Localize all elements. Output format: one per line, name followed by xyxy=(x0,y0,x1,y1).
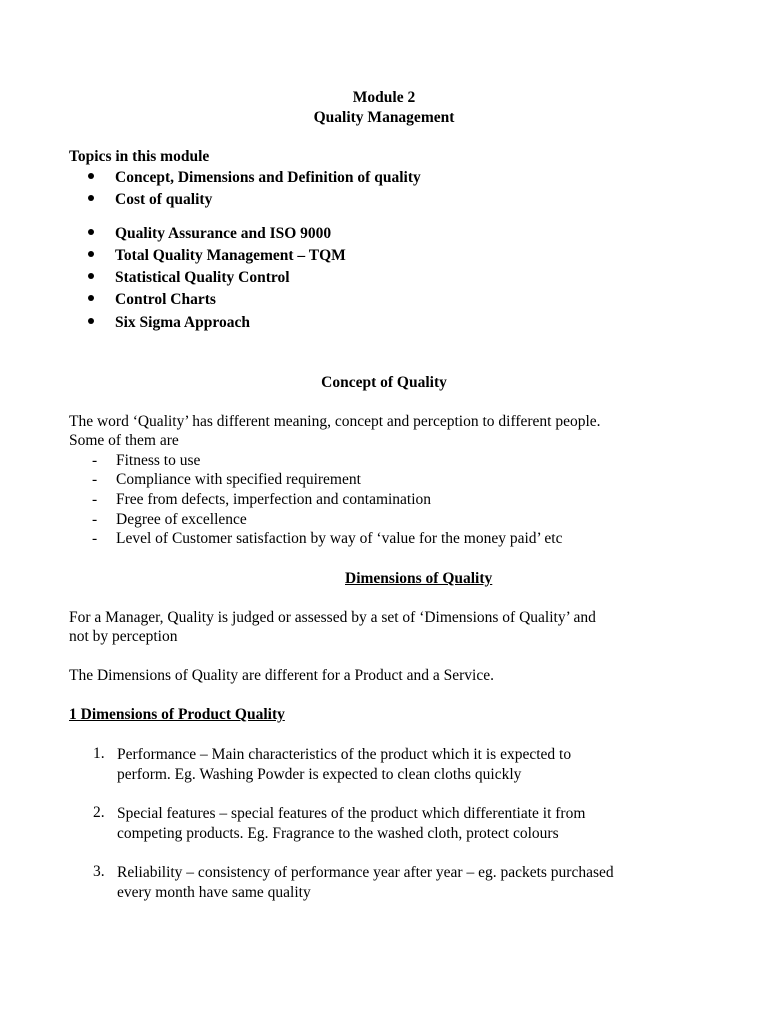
concept-list-item xyxy=(92,530,562,548)
concept-heading: Concept of Quality xyxy=(321,374,447,391)
topic-item xyxy=(88,314,250,332)
item-text-line-1: Special features – special features of the product which differentiate it from xyxy=(117,805,586,822)
concept-list-item-label: Level of Customer satisfaction by way of ‘value for the money paid’ etc xyxy=(116,530,563,547)
item-number: 1. xyxy=(93,745,105,762)
topic-item-label: Total Quality Management – TQM xyxy=(115,247,346,264)
item-text xyxy=(117,745,571,785)
topic-item xyxy=(88,191,212,209)
concept-intro-line-2: Some of them are xyxy=(69,432,179,449)
item-text xyxy=(117,804,585,844)
dash-marker: - xyxy=(92,471,98,488)
bullet-icon xyxy=(88,251,94,257)
topic-item xyxy=(88,247,346,265)
module-subject-title: Quality Management xyxy=(313,109,455,126)
dash-marker: - xyxy=(92,491,98,508)
concept-intro-line-1: The word ‘Quality’ has different meaning, concept and perception to different people. xyxy=(69,413,601,430)
bullet-icon xyxy=(88,273,94,279)
concept-list-item-label: Degree of excellence xyxy=(116,511,247,528)
topic-item-label: Quality Assurance and ISO 9000 xyxy=(115,225,332,242)
topic-item-label: Control Charts xyxy=(115,291,216,308)
item-text-line-2: competing products. Eg. Fragrance to the washed cloth, protect colours xyxy=(117,825,559,842)
dash-marker: - xyxy=(92,530,98,547)
topic-item xyxy=(88,225,331,243)
bullet-icon xyxy=(88,318,94,324)
topic-item-label: Cost of quality xyxy=(115,191,213,208)
topic-item xyxy=(88,269,290,287)
concept-list-item-label: Fitness to use xyxy=(116,452,201,469)
dash-marker: - xyxy=(92,511,98,528)
item-text-line-1: Reliability – consistency of performance year after year – eg. packets purchased xyxy=(117,864,614,881)
module-number-title: Module 2 xyxy=(352,89,416,106)
topic-item xyxy=(88,291,216,309)
topic-item xyxy=(88,169,421,187)
concept-list-item xyxy=(92,471,361,489)
dash-marker: - xyxy=(92,452,98,469)
concept-list-item xyxy=(92,452,200,470)
item-text-line-2: every month have same quality xyxy=(117,884,311,901)
topic-item-label: Concept, Dimensions and Definition of quality xyxy=(115,169,421,186)
concept-list-item xyxy=(92,491,431,509)
concept-list-item-label: Compliance with specified requirement xyxy=(116,471,361,488)
product-quality-heading: 1 Dimensions of Product Quality xyxy=(69,706,285,723)
item-text-line-2: perform. Eg. Washing Powder is expected to clean cloths quickly xyxy=(117,766,522,783)
item-text xyxy=(117,863,614,903)
item-number: 2. xyxy=(93,804,105,821)
topic-item-label: Statistical Quality Control xyxy=(115,269,290,286)
bullet-icon xyxy=(88,295,94,301)
item-text-line-1: Performance – Main characteristics of the product which it is expected to xyxy=(117,746,572,763)
item-number: 3. xyxy=(93,863,105,880)
dimensions-paragraph-2: The Dimensions of Quality are different for a Product and a Service. xyxy=(69,667,494,684)
bullet-icon xyxy=(88,195,94,201)
dimensions-paragraph-1-line-1: For a Manager, Quality is judged or assessed by a set of ‘Dimensions of Quality’ and xyxy=(69,609,596,626)
topics-heading: Topics in this module xyxy=(69,148,210,165)
bullet-icon xyxy=(88,229,94,235)
topic-item-label: Six Sigma Approach xyxy=(115,314,250,331)
concept-list-item-label: Free from defects, imperfection and contamination xyxy=(116,491,432,508)
bullet-icon xyxy=(88,173,94,179)
concept-list-item xyxy=(92,511,247,529)
dimensions-heading: Dimensions of Quality xyxy=(345,570,493,587)
dimensions-paragraph-1-line-2: not by perception xyxy=(69,628,178,645)
